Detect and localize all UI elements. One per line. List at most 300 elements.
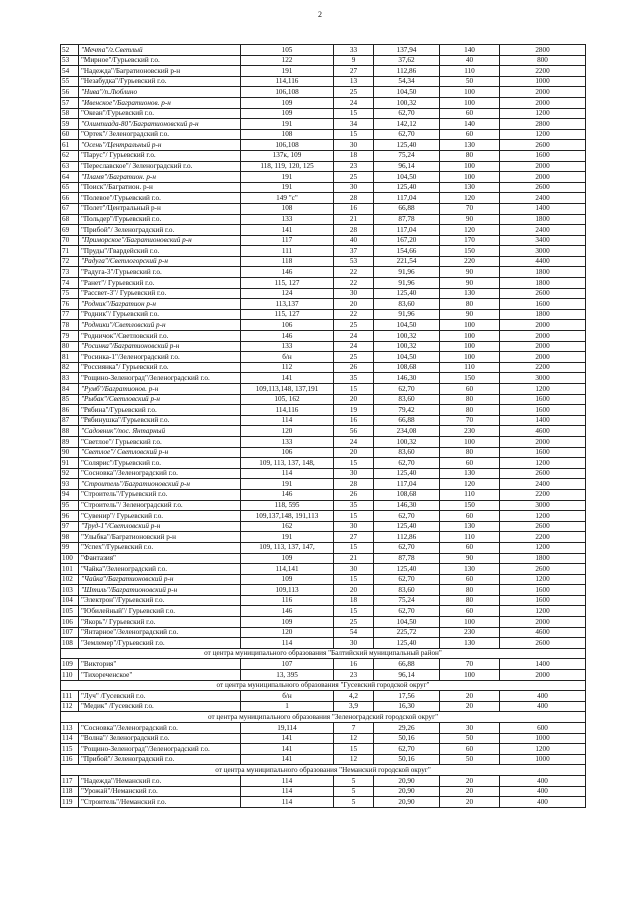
- distance-value: 5: [334, 775, 374, 786]
- amount-value: 1600: [500, 585, 586, 596]
- partnership-name: "Росинка"/Багратионовский р-н: [79, 341, 241, 352]
- rounded-value: 100: [440, 161, 500, 172]
- amount-value: 2600: [500, 288, 586, 299]
- fuel-value: 100,32: [374, 341, 440, 352]
- table-row: [61, 585, 586, 596]
- fuel-value: 104,50: [374, 352, 440, 363]
- fuel-value: 112,86: [374, 532, 440, 543]
- block-numbers: 109: [241, 617, 334, 628]
- amount-value: 400: [500, 775, 586, 786]
- block-numbers: 114: [241, 775, 334, 786]
- block-numbers: 114,116: [241, 76, 334, 87]
- fuel-value: 66,88: [374, 415, 440, 426]
- distance-value: 28: [334, 225, 374, 236]
- partnership-name: "Юбилейный"/ Гурьевский г.о.: [79, 606, 241, 617]
- partnership-name: "Рябинушка"/Гурьевский г.о.: [79, 415, 241, 426]
- amount-value: 1600: [500, 299, 586, 310]
- distance-value: 27: [334, 532, 374, 543]
- rounded-value: 120: [440, 193, 500, 204]
- amount-value: 1400: [500, 415, 586, 426]
- partnership-name: "Полет"/Центральный р-н: [79, 203, 241, 214]
- block-numbers: 149 "с": [241, 193, 334, 204]
- row-number: 63: [61, 161, 79, 172]
- amount-value: 2000: [500, 172, 586, 183]
- table-row: [61, 150, 586, 161]
- amount-value: 1200: [500, 744, 586, 755]
- row-number: 102: [61, 574, 79, 585]
- amount-value: 1400: [500, 203, 586, 214]
- block-numbers: 114: [241, 638, 334, 649]
- route-table-body: [61, 45, 586, 808]
- fuel-value: 20,90: [374, 775, 440, 786]
- distance-value: 5: [334, 797, 374, 808]
- rounded-value: 110: [440, 532, 500, 543]
- partnership-name: "Тихореченское": [79, 670, 241, 681]
- partnership-name: "Землемер"/Гурьевский г.о.: [79, 638, 241, 649]
- amount-value: 1200: [500, 511, 586, 522]
- distance-value: 33: [334, 45, 374, 56]
- rounded-value: 20: [440, 786, 500, 797]
- fuel-value: 83,60: [374, 299, 440, 310]
- partnership-name: "Полевое"/Гурьевский г.о.: [79, 193, 241, 204]
- distance-value: 15: [334, 458, 374, 469]
- block-numbers: 141: [241, 225, 334, 236]
- amount-value: 1600: [500, 595, 586, 606]
- fuel-value: 75,24: [374, 595, 440, 606]
- table-row: [61, 595, 586, 606]
- row-number: 90: [61, 447, 79, 458]
- fuel-value: 221,54: [374, 256, 440, 267]
- block-numbers: 146: [241, 489, 334, 500]
- block-numbers: 13, 395: [241, 670, 334, 681]
- row-number: 85: [61, 394, 79, 405]
- row-number: 83: [61, 373, 79, 384]
- fuel-value: 100,32: [374, 331, 440, 342]
- rounded-value: 60: [440, 542, 500, 553]
- row-number: 58: [61, 108, 79, 119]
- partnership-name: "Строитель"/Гурьевский г.о.: [79, 489, 241, 500]
- fuel-value: 20,90: [374, 786, 440, 797]
- distance-value: 4,2: [334, 691, 374, 702]
- partnership-name: "Сосновка"/Зеленоградский г.о.: [79, 468, 241, 479]
- fuel-value: 225,72: [374, 627, 440, 638]
- block-numbers: 115, 127: [241, 309, 334, 320]
- table-row: [61, 775, 586, 786]
- amount-value: 1200: [500, 108, 586, 119]
- fuel-value: 108,68: [374, 362, 440, 373]
- partnership-name: "Надежда"/Неманский г.о.: [79, 775, 241, 786]
- block-numbers: 114,116: [241, 405, 334, 416]
- rounded-value: 140: [440, 119, 500, 130]
- block-numbers: 120: [241, 426, 334, 437]
- distance-value: 16: [334, 203, 374, 214]
- table-row: [61, 309, 586, 320]
- fuel-value: 125,40: [374, 468, 440, 479]
- distance-value: 15: [334, 108, 374, 119]
- rounded-value: 100: [440, 670, 500, 681]
- rounded-value: 50: [440, 733, 500, 744]
- block-numbers: 109,137,148, 191,113: [241, 511, 334, 522]
- partnership-name: "Родник"/Багратион р-н: [79, 299, 241, 310]
- distance-value: 9: [334, 55, 374, 66]
- amount-value: 2000: [500, 341, 586, 352]
- row-number: 117: [61, 775, 79, 786]
- amount-value: 1600: [500, 405, 586, 416]
- row-number: 108: [61, 638, 79, 649]
- fuel-value: 20,90: [374, 797, 440, 808]
- rounded-value: 80: [440, 394, 500, 405]
- block-numbers: 191: [241, 172, 334, 183]
- fuel-value: 125,40: [374, 288, 440, 299]
- fuel-value: 62,70: [374, 511, 440, 522]
- fuel-value: 142,12: [374, 119, 440, 130]
- rounded-value: 130: [440, 468, 500, 479]
- rounded-value: 60: [440, 606, 500, 617]
- block-numbers: б/н: [241, 352, 334, 363]
- amount-value: 2600: [500, 638, 586, 649]
- row-number: 53: [61, 55, 79, 66]
- fuel-value: 104,50: [374, 617, 440, 628]
- table-row: [61, 786, 586, 797]
- fuel-value: 17,56: [374, 691, 440, 702]
- amount-value: 2000: [500, 436, 586, 447]
- table-row: [61, 458, 586, 469]
- rounded-value: 130: [440, 564, 500, 575]
- amount-value: 1000: [500, 76, 586, 87]
- amount-value: 2200: [500, 532, 586, 543]
- amount-value: 1200: [500, 129, 586, 140]
- amount-value: 1200: [500, 458, 586, 469]
- row-number: 113: [61, 723, 79, 734]
- amount-value: 2600: [500, 182, 586, 193]
- block-numbers: 109: [241, 108, 334, 119]
- block-numbers: 115, 127: [241, 278, 334, 289]
- table-row: [61, 479, 586, 490]
- partnership-name: "Олимпиада-80"/Багратионовский р-н: [79, 119, 241, 130]
- fuel-value: 62,70: [374, 108, 440, 119]
- table-row: [61, 235, 586, 246]
- row-number: 55: [61, 76, 79, 87]
- fuel-value: 66,88: [374, 203, 440, 214]
- fuel-value: 91,96: [374, 278, 440, 289]
- table-row: [61, 66, 586, 77]
- rounded-value: 100: [440, 97, 500, 108]
- row-number: 57: [61, 97, 79, 108]
- table-row: [61, 225, 586, 236]
- partnership-name: "Садовник"/пос. Янтарный: [79, 426, 241, 437]
- distance-value: 15: [334, 574, 374, 585]
- fuel-value: 29,26: [374, 723, 440, 734]
- row-number: 91: [61, 458, 79, 469]
- rounded-value: 90: [440, 267, 500, 278]
- rounded-value: 100: [440, 352, 500, 363]
- fuel-value: 104,50: [374, 87, 440, 98]
- table-row: [61, 532, 586, 543]
- row-number: 95: [61, 500, 79, 511]
- partnership-name: "Рощино-Зеленоград"/Зеленоградский г.о.: [79, 373, 241, 384]
- table-row: [61, 129, 586, 140]
- section-title: от центра муниципального образования "Гусевский городской округ": [61, 680, 586, 691]
- row-number: 62: [61, 150, 79, 161]
- distance-value: 24: [334, 341, 374, 352]
- rounded-value: 20: [440, 775, 500, 786]
- amount-value: 2400: [500, 225, 586, 236]
- rounded-value: 90: [440, 309, 500, 320]
- block-numbers: 105, 162: [241, 394, 334, 405]
- partnership-name: "Мирное"/Гурьевский г.о.: [79, 55, 241, 66]
- distance-value: 21: [334, 553, 374, 564]
- table-row: [61, 384, 586, 395]
- rounded-value: 110: [440, 489, 500, 500]
- rounded-value: 100: [440, 331, 500, 342]
- table-row: [61, 606, 586, 617]
- fuel-value: 62,70: [374, 606, 440, 617]
- partnership-name: "Строитель"/ Зеленоградский г.о.: [79, 500, 241, 511]
- row-number: 76: [61, 299, 79, 310]
- block-numbers: 133: [241, 436, 334, 447]
- rounded-value: 70: [440, 415, 500, 426]
- fuel-value: 100,32: [374, 436, 440, 447]
- row-number: 78: [61, 320, 79, 331]
- section-title: от центра муниципального образования "Зеленоградский городской округ": [61, 712, 586, 723]
- fuel-value: 87,78: [374, 553, 440, 564]
- amount-value: 3400: [500, 235, 586, 246]
- partnership-name: "Волна"/ Зеленоградский г.о.: [79, 733, 241, 744]
- distance-value: 21: [334, 214, 374, 225]
- amount-value: 1600: [500, 150, 586, 161]
- fuel-value: 62,70: [374, 129, 440, 140]
- distance-value: 37: [334, 246, 374, 257]
- partnership-name: "Фантазия": [79, 553, 241, 564]
- row-number: 71: [61, 246, 79, 257]
- distance-value: 12: [334, 733, 374, 744]
- table-row: [61, 627, 586, 638]
- page-number: 2: [318, 10, 322, 19]
- partnership-name: "Океан"/Гурьевский г.о.: [79, 108, 241, 119]
- block-numbers: 118, 595: [241, 500, 334, 511]
- amount-value: 2400: [500, 193, 586, 204]
- amount-value: 2800: [500, 119, 586, 130]
- rounded-value: 90: [440, 278, 500, 289]
- table-row: [61, 341, 586, 352]
- row-number: 67: [61, 203, 79, 214]
- block-numbers: 114: [241, 797, 334, 808]
- fuel-value: 79,42: [374, 405, 440, 416]
- row-number: 116: [61, 754, 79, 765]
- amount-value: 3000: [500, 500, 586, 511]
- row-number: 119: [61, 797, 79, 808]
- table-row: [61, 564, 586, 575]
- partnership-name: "Польдер"/Гурьевский г.о.: [79, 214, 241, 225]
- rounded-value: 80: [440, 405, 500, 416]
- block-numbers: 111: [241, 246, 334, 257]
- partnership-name: "Виктория": [79, 659, 241, 670]
- section-header-row: [61, 712, 586, 723]
- block-numbers: 146: [241, 331, 334, 342]
- rounded-value: 20: [440, 701, 500, 712]
- distance-value: 20: [334, 585, 374, 596]
- rounded-value: 60: [440, 574, 500, 585]
- table-row: [61, 468, 586, 479]
- distance-value: 30: [334, 468, 374, 479]
- row-number: 69: [61, 225, 79, 236]
- row-number: 82: [61, 362, 79, 373]
- partnership-name: "Сосновка"/Зеленоградский г.о.: [79, 723, 241, 734]
- amount-value: 600: [500, 723, 586, 734]
- rounded-value: 60: [440, 744, 500, 755]
- table-row: [61, 352, 586, 363]
- fuel-value: 96,14: [374, 161, 440, 172]
- rounded-value: 70: [440, 659, 500, 670]
- partnership-name: "Рощино-Зеленоград"/Зеленоградский г.о.: [79, 744, 241, 755]
- table-row: [61, 691, 586, 702]
- distance-value: 23: [334, 670, 374, 681]
- amount-value: 400: [500, 701, 586, 712]
- table-row: [61, 511, 586, 522]
- amount-value: 2000: [500, 161, 586, 172]
- table-row: [61, 415, 586, 426]
- amount-value: 2000: [500, 352, 586, 363]
- partnership-name: "Поиск"/Багратион. р-н: [79, 182, 241, 193]
- rounded-value: 70: [440, 203, 500, 214]
- table-row: [61, 394, 586, 405]
- fuel-value: 83,60: [374, 585, 440, 596]
- amount-value: 2200: [500, 489, 586, 500]
- amount-value: 1000: [500, 754, 586, 765]
- table-row: [61, 405, 586, 416]
- distance-value: 25: [334, 87, 374, 98]
- rounded-value: 170: [440, 235, 500, 246]
- block-numbers: 146: [241, 606, 334, 617]
- amount-value: 2000: [500, 670, 586, 681]
- table-row: [61, 97, 586, 108]
- block-numbers: 118, 119, 120, 125: [241, 161, 334, 172]
- amount-value: 2600: [500, 564, 586, 575]
- section-header-row: [61, 648, 586, 659]
- amount-value: 2600: [500, 140, 586, 151]
- block-numbers: 106: [241, 320, 334, 331]
- table-row: [61, 140, 586, 151]
- distance-value: 18: [334, 595, 374, 606]
- table-row: [61, 521, 586, 532]
- row-number: 70: [61, 235, 79, 246]
- partnership-name: "Прибой"/ Зеленоградский г.о.: [79, 754, 241, 765]
- fuel-value: 108,68: [374, 489, 440, 500]
- partnership-name: "Рассвет-3"/ Гурьевский г.о.: [79, 288, 241, 299]
- row-number: 81: [61, 352, 79, 363]
- rounded-value: 90: [440, 214, 500, 225]
- partnership-name: "Росинка-1"/Зеленоградский г.о.: [79, 352, 241, 363]
- table-row: [61, 617, 586, 628]
- partnership-name: "Родники"/Светловский р-н: [79, 320, 241, 331]
- block-numbers: 106,108: [241, 87, 334, 98]
- fuel-value: 100,32: [374, 97, 440, 108]
- partnership-name: "Труд-1"/Светловский р-н: [79, 521, 241, 532]
- block-numbers: 146: [241, 267, 334, 278]
- distance-value: 30: [334, 564, 374, 575]
- block-numbers: 109,113,148, 137,191: [241, 384, 334, 395]
- amount-value: 3000: [500, 373, 586, 384]
- amount-value: 2000: [500, 97, 586, 108]
- block-numbers: 122: [241, 55, 334, 66]
- row-number: 65: [61, 182, 79, 193]
- row-number: 64: [61, 172, 79, 183]
- table-row: [61, 426, 586, 437]
- block-numbers: 109: [241, 553, 334, 564]
- rounded-value: 50: [440, 76, 500, 87]
- distance-value: 34: [334, 119, 374, 130]
- table-row: [61, 203, 586, 214]
- rounded-value: 90: [440, 553, 500, 564]
- table-row: [61, 733, 586, 744]
- amount-value: 1000: [500, 733, 586, 744]
- rounded-value: 110: [440, 66, 500, 77]
- fuel-value: 117,04: [374, 193, 440, 204]
- row-number: 74: [61, 278, 79, 289]
- row-number: 107: [61, 627, 79, 638]
- partnership-name: "Электрон"/Гурьевский г.о.: [79, 595, 241, 606]
- table-row: [61, 553, 586, 564]
- block-numbers: 109,113: [241, 585, 334, 596]
- block-numbers: 116: [241, 595, 334, 606]
- partnership-name: "Улыбка"/Багратионовский р-н: [79, 532, 241, 543]
- distance-value: 15: [334, 744, 374, 755]
- distance-value: 16: [334, 659, 374, 670]
- table-row: [61, 161, 586, 172]
- table-row: [61, 659, 586, 670]
- distance-value: 24: [334, 436, 374, 447]
- partnership-name: "Строитель"/Багратионовский р-н: [79, 479, 241, 490]
- fuel-value: 16,30: [374, 701, 440, 712]
- distance-value: 20: [334, 447, 374, 458]
- rounded-value: 100: [440, 341, 500, 352]
- distance-value: 15: [334, 542, 374, 553]
- fuel-value: 87,78: [374, 214, 440, 225]
- fuel-value: 146,30: [374, 373, 440, 384]
- row-number: 99: [61, 542, 79, 553]
- block-numbers: 114: [241, 468, 334, 479]
- rounded-value: 60: [440, 108, 500, 119]
- table-row: [61, 119, 586, 130]
- block-numbers: 109, 113, 137, 148,: [241, 458, 334, 469]
- partnership-name: "Россиянка"/ Гурьевский г.о.: [79, 362, 241, 373]
- partnership-name: "Светлое"/ Гурьевский г.о.: [79, 436, 241, 447]
- partnership-name: "Парус"/ Гурьевский г.о.: [79, 150, 241, 161]
- row-number: 114: [61, 733, 79, 744]
- rounded-value: 60: [440, 384, 500, 395]
- row-number: 89: [61, 436, 79, 447]
- row-number: 68: [61, 214, 79, 225]
- distance-value: 40: [334, 235, 374, 246]
- rounded-value: 230: [440, 426, 500, 437]
- fuel-value: 75,24: [374, 150, 440, 161]
- rounded-value: 130: [440, 182, 500, 193]
- distance-value: 27: [334, 66, 374, 77]
- row-number: 100: [61, 553, 79, 564]
- block-numbers: 191: [241, 532, 334, 543]
- fuel-value: 146,30: [374, 500, 440, 511]
- distance-value: 3,9: [334, 701, 374, 712]
- row-number: 112: [61, 701, 79, 712]
- table-row: [61, 362, 586, 373]
- amount-value: 2000: [500, 320, 586, 331]
- row-number: 110: [61, 670, 79, 681]
- table-row: [61, 108, 586, 119]
- table-row: [61, 574, 586, 585]
- partnership-name: "Рябина"/Гурьевский г.о.: [79, 405, 241, 416]
- row-number: 75: [61, 288, 79, 299]
- fuel-value: 83,60: [374, 394, 440, 405]
